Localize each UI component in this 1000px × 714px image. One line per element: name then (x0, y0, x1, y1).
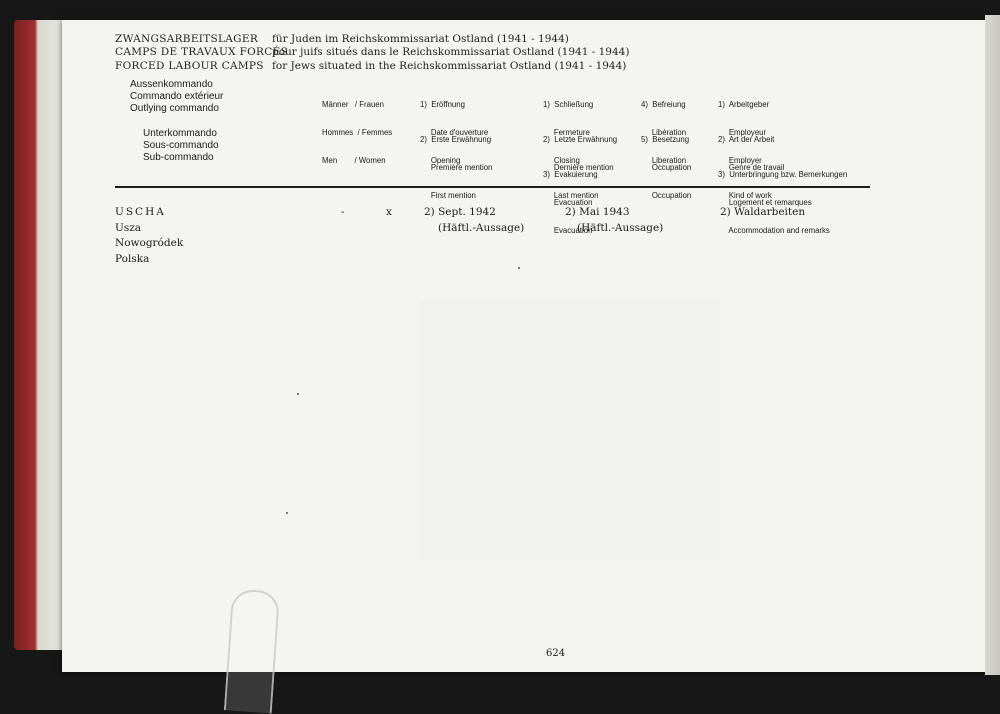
unter-fr: Sous-commando (143, 140, 219, 151)
place-district: Nowogródek (115, 237, 184, 249)
work-value: 2) Waldarbeiten (720, 206, 806, 218)
facing-page-edge (985, 15, 1000, 675)
heading-line-fr: CAMPS DE TRAVAUX FORCÉS (115, 46, 289, 59)
c5-en: Evacuation (543, 225, 593, 235)
c10-en: Accommodation and remarks (718, 225, 830, 235)
header-divider (115, 186, 870, 188)
aussen-fr: Commando extérieur (130, 91, 224, 102)
c10-de: 3) Unterbringung bzw. Bemerkungen (718, 170, 848, 180)
last-mention-date: 2) Mai 1943 (565, 206, 630, 218)
women-value: x (386, 206, 392, 218)
heading-line-en: FORCED LABOUR CAMPS (115, 59, 264, 72)
c6-en: Liberation (641, 155, 687, 165)
c1-en: Opening (420, 155, 461, 165)
print-speck (518, 267, 520, 269)
page-holder-clip (224, 588, 280, 713)
bleed-through-shade (420, 300, 720, 560)
c7-de: 5) Besetzung (641, 135, 690, 145)
first-mention-value (424, 205, 524, 236)
c6-fr: Libération (641, 128, 687, 138)
camp-type-heading (115, 33, 288, 73)
place-country: Polska (115, 252, 150, 265)
camp-entry-place (115, 205, 183, 267)
c4-en: Last mention (543, 190, 599, 200)
print-speck (297, 393, 299, 395)
c8-fr: Employeur (718, 128, 767, 138)
c9-fr: Genre de travail (718, 163, 785, 173)
occupation-column-header (641, 117, 691, 209)
page-number: 624 (546, 648, 566, 659)
sub-commando-label (143, 128, 219, 164)
men-value: - (341, 206, 345, 218)
c8-en: Employer (718, 155, 762, 165)
c4-fr: Dernière mention (543, 163, 614, 173)
first-mention-column-header (420, 117, 492, 209)
c5-de: 3) Evakuierung (543, 170, 598, 180)
accommodation-column-header (718, 152, 847, 244)
aussen-de: Aussenkommando (130, 79, 213, 90)
last-mention-source: (Häftl.-Aussage) (577, 221, 664, 234)
place-name: USCHA (115, 206, 166, 218)
first-mention-date: 2) Sept. 1942 (424, 206, 496, 218)
c8-de: 1) Arbeitgeber (718, 100, 770, 110)
c10-fr: Logement et remarques (718, 198, 812, 208)
gender-column-header (322, 82, 392, 174)
gender-en: Men / Women (322, 155, 386, 165)
c1-fr: Date d'ouverture (420, 128, 489, 138)
place-alt-name: Usza (115, 221, 142, 234)
gender-de: Männer / Frauen (322, 100, 384, 110)
last-mention-value (565, 205, 663, 236)
c4-de: 2) Letzte Erwähnung (543, 135, 618, 145)
unter-en: Sub-commando (143, 152, 214, 163)
c2-en: First mention (420, 190, 476, 200)
c2-fr: Première mention (420, 163, 493, 173)
c1-de: 1) Eröffnung (420, 100, 465, 110)
c3-de: 1) Schließung (543, 100, 594, 110)
c7-fr: Occupation (641, 163, 692, 173)
region-line-de: für Juden im Reichskommissariat Ostland (1941 - 1944) (272, 33, 569, 45)
c3-fr: Fermeture (543, 128, 590, 138)
c9-en: Kind of work (718, 190, 772, 200)
c9-de: 2) Art der Arbeit (718, 135, 775, 145)
outlying-commando-label (130, 79, 223, 115)
c2-de: 2) Erste Erwähnung (420, 135, 492, 145)
c3-en: Closing (543, 155, 580, 165)
aussen-en: Outlying commando (130, 103, 219, 114)
c5-fr: Evacuation (543, 198, 593, 208)
unter-de: Unterkommando (143, 128, 217, 139)
c6-de: 4) Befreiung (641, 100, 686, 110)
heading-line-de: ZWANGSARBEITSLAGER (115, 33, 259, 45)
print-speck (286, 512, 288, 514)
region-line-en: for Jews situated in the Reichskommissariat Ostland (1941 - 1944) (272, 59, 627, 72)
first-mention-source: (Häftl.-Aussage) (438, 221, 525, 234)
region-heading (272, 33, 629, 73)
gender-fr: Hommes / Femmes (322, 128, 393, 138)
region-line-fr: pour juifs situés dans le Reichskommissariat Ostland (1941 - 1944) (272, 46, 630, 59)
c7-en: Occupation (641, 190, 692, 200)
